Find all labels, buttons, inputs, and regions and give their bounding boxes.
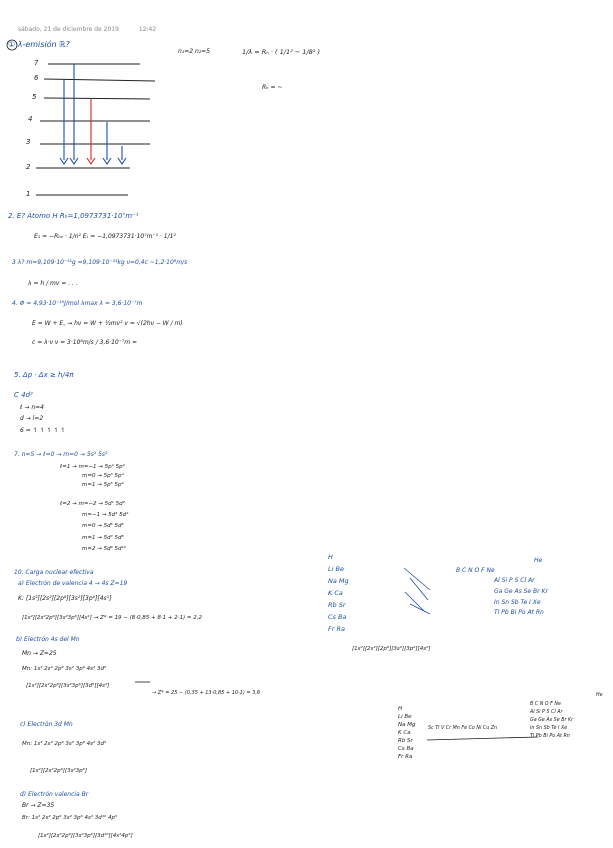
level-label-4: 4 [28, 115, 33, 123]
pt1-p-row-5: In Sn Sb Te I Xe [494, 599, 541, 606]
energy-level-diagram [36, 64, 155, 195]
pt1-p-row-4: Ga Ge As Se Br Kr [494, 588, 548, 595]
section7-line7: m=0 → 5d⁵ 5d⁶ [82, 523, 124, 529]
section10-d-config: Br: 1s² 2s² 2p⁶ 3s² 3p⁶ 4s² 3d¹⁰ 4p⁵ [22, 815, 118, 821]
pt2-p-row-2: B C N O F Ne [530, 702, 561, 707]
level-label-2: 2 [26, 163, 31, 171]
section7-line9: m=2 → 5d⁹ 5d¹⁰ [82, 546, 126, 552]
section2-line1: 2. E? Átomo H Rₕ=1,0973731·10⁷m⁻¹ [8, 212, 139, 220]
section3-line2: λ = h / mv = . . . [28, 280, 78, 287]
section7-line4: m=1 → 5p⁵ 5p⁶ [82, 482, 124, 488]
pt2-row-2: Li Be [398, 714, 412, 720]
pt1-noble-he: He [534, 557, 543, 564]
hatch-strokes [404, 568, 430, 614]
section2-line2: E₁ = −Rₕₑ · 1/n² Eₜ = −1,0973731·10⁷m⁻¹ · 1/1² [34, 233, 176, 240]
level-label-3: 3 [26, 138, 31, 146]
section10-d-groups: [1s²][2s²2p⁶][3s²3p⁶][3d¹⁰][4s²4p⁵] [38, 833, 133, 839]
section3-line1: 3 λ? m=9,109·10⁻³¹g =9,109·10⁻³¹kg ν=0,4c ~1,2·10⁸m/s [12, 259, 188, 266]
section1-title: ① λ-emisión ℝ? [8, 40, 70, 49]
pt2-transition-row: Sc Ti V Cr Mn Fe Co Ni Cu Zn [428, 726, 498, 731]
pt2-p-row-4: Ga Ge As Se Br Kr [530, 718, 574, 723]
section7-line5: ℓ=2 → m=−2 → 5d¹ 5d² [60, 501, 125, 507]
section10-b-config: Mn: 1s² 2s² 2p⁶ 3s² 3p⁶ 4s² 3d⁵ [22, 666, 107, 672]
pt1-row-6: Cs Ba [328, 613, 347, 621]
level-label-5: 5 [32, 93, 37, 101]
section10-a: a) Electrón de valencia 4 → 4s Z=19 [18, 580, 128, 587]
pt1-row-3: Na Mg [328, 577, 349, 585]
section10-a-calc: [1s²][2s²2p⁶][3s²3p⁶][4s¹] → Z* = 19 − (8·0,85 + 8·1 + 2·1) = 2,2 [22, 615, 203, 621]
section10-c-config: Mn: 1s² 2s² 2p⁶ 3s² 3p⁶ 4s² 3d⁵ [22, 741, 107, 747]
pt1-row-7: Fr Ra [328, 625, 345, 633]
section10-b-z: Mn → Z=25 [22, 650, 57, 657]
section7-line8: m=1 → 5d⁷ 5d⁸ [82, 535, 124, 541]
pt1-p-row-6: Tl Pb Bi Po At Rn [494, 609, 544, 616]
section10-b-calc: → Z* = 25 − (0,35 + 13·0,85 + 10·1) = 3,6 [152, 690, 261, 696]
pt1-config: [1s²][2s²][2p⁶][3s²][3p⁶][4s²] [352, 646, 431, 652]
section4-line3: c = λ·ν ν = 3·10⁸m/s / 3,6·10⁻⁷m = [32, 339, 138, 346]
rydberg-constant: Rₕ = ~ [262, 84, 283, 91]
section10-c-groups: [1s²][2s²2p⁶][3s²3p⁶] [30, 768, 87, 774]
level-5-line [44, 98, 150, 99]
pt2-p-row-3: Al Si P S Cl Ar [530, 710, 563, 715]
pt2-p-row-6: Tl Pb Bi Po At Rn [530, 734, 570, 739]
level-6-line [44, 79, 155, 81]
section7-line2: ℓ=1 → m=−1 → 5p¹ 5p² [60, 464, 125, 470]
periodic-hatching [404, 568, 430, 614]
section5-line5: 6 = ↿ ↿ ↿ ↿ ↿ [20, 427, 66, 434]
section10-a-config: K: [1s²][2s²][2p⁶][3s²][3p⁶][4s¹] [18, 595, 112, 602]
pt2-row-3: Na Mg [398, 722, 416, 728]
section7-line3: m=0 → 5p³ 5p⁴ [82, 473, 124, 479]
given-values: n₁=2 n₂=5 [178, 48, 211, 55]
section7-line6: m=−1 → 5d³ 5d⁴ [82, 512, 129, 518]
pt1-p-row-2: B C N O F Ne [456, 567, 495, 574]
section10-b-groups: [1s²][2s²2p⁶][3s²3p⁶][3d⁵][4s²] [26, 683, 110, 689]
pt1-row-5: Rb Sr [328, 601, 346, 609]
pt1-p-row-3: Al Si P S Cl Ar [494, 577, 535, 584]
periodic-underline [427, 737, 538, 740]
section5-line4: d → l=2 [20, 415, 44, 422]
section10-c: c) Electrón 3d Mn [20, 721, 73, 728]
section5-line1: 5. Δp · Δx ≥ h/4π [14, 371, 74, 379]
section10-d: d) Electrón valencia Br [20, 791, 89, 798]
level-label-6: 6 [34, 74, 39, 82]
level-label-7: 7 [34, 59, 39, 67]
pt1-row-4: K Ca [328, 589, 343, 597]
pt2-noble-he: He [596, 693, 603, 698]
pt2-row-1: H [398, 706, 403, 712]
pt1-row-1: H [328, 553, 333, 561]
highlighted-transition [87, 99, 95, 164]
section4-line2: E = W + E꜀ → hν = W + ½mv² v = √(2hν − W / m) [32, 320, 183, 327]
pt2-row-7: Fr Ra [398, 754, 413, 760]
section10-title: 10. Carga nuclear efectiva [14, 569, 94, 576]
pt1-row-2: Li Be [328, 565, 344, 573]
rydberg-formula: 1/λ = Rₕ · ( 1/1² − 1/8² ) [242, 48, 320, 56]
section5-line3: ℓ → n=4 [20, 404, 44, 411]
pt2-row-4: K Ca [398, 730, 411, 736]
page-date: sábado, 21 de diciembre de 2019 [18, 26, 119, 33]
section5-line2: C 4d² [14, 391, 33, 399]
section4-line1: 4. Φ = 4,93·10⁻¹⁹J/mol λmax λ = 3,6·10⁻⁷m [12, 300, 143, 307]
pt2-p-row-5: In Sn Sb Te I Xe [530, 726, 568, 731]
pt2-row-5: Rb Sr [398, 738, 413, 744]
section10-b: b) Electrón 4s del Mn [16, 636, 80, 643]
pt2-row-6: Cs Ba [398, 746, 414, 752]
page-time: 12:42 [138, 26, 157, 33]
section7-line1: 7. n=5 → ℓ=0 → m=0 → 5s¹ 5s² [14, 451, 108, 458]
section10-d-z: Br → Z=35 [22, 802, 55, 809]
level-label-1: 1 [26, 190, 31, 198]
